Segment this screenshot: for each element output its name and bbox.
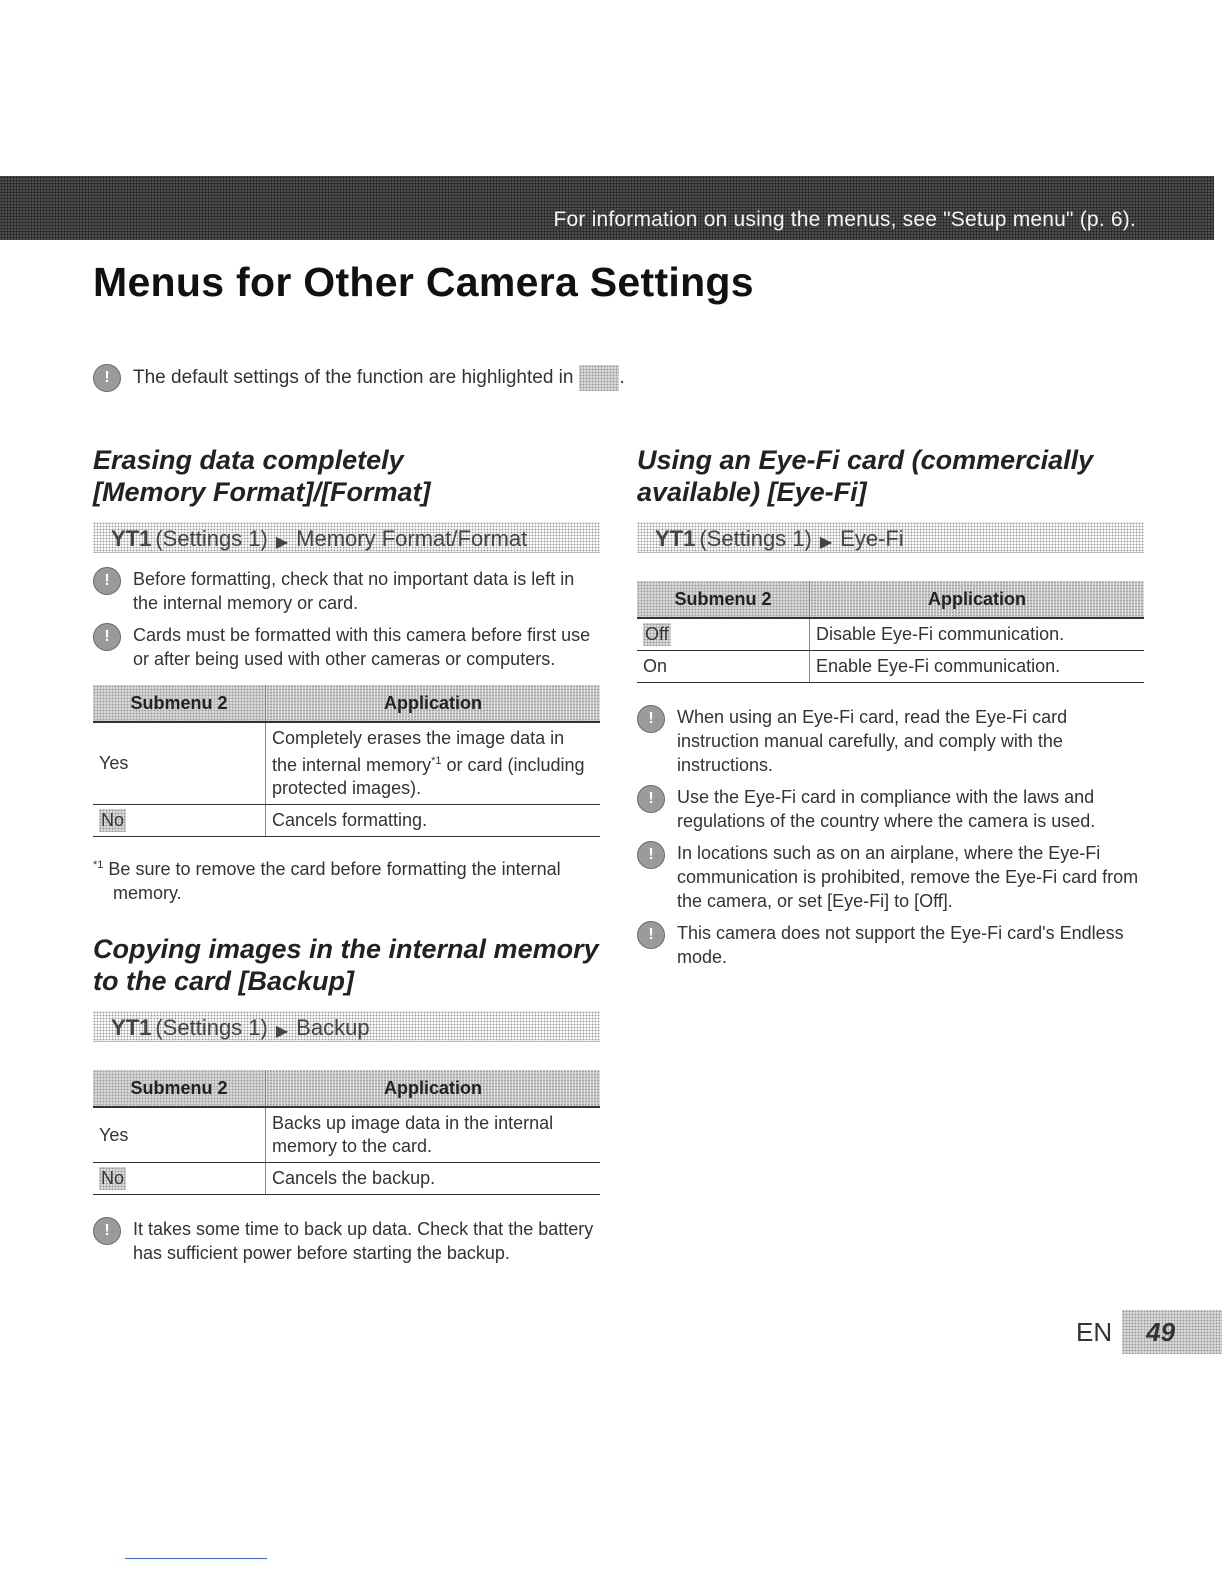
caution-icon: !	[637, 785, 665, 813]
column-header: Submenu 2	[93, 1070, 266, 1107]
default-note-text: The default settings of the function are highlighted in	[133, 367, 574, 388]
table-row: Yes Backs up image data in the internal memory to the card.	[93, 1107, 600, 1163]
left-column	[93, 444, 600, 1273]
list-item: ! In locations such as on an airplane, where the Eye-Fi communication is prohibited, remove the Eye-Fi card from the camera, or set [Eye-Fi] to [Off].	[637, 841, 1144, 913]
list-item: ! This camera does not support the Eye-Fi card's Endless mode.	[637, 921, 1144, 969]
settings-icon: YT1	[111, 526, 152, 551]
footnote: $^{*1}$ Be sure to remove the card before formatting the internal memory.	[93, 859, 561, 903]
default-settings-note: ! The default settings of the function are highlighted in .	[93, 364, 625, 392]
caution-icon: !	[93, 567, 121, 595]
banner-text: For information on using the menus, see "Setup menu" (p. 6).	[553, 208, 1136, 231]
column-header: Application	[266, 685, 601, 722]
table-row: No Cancels the backup.	[93, 1163, 600, 1195]
notes-list	[637, 705, 1144, 969]
caution-icon: !	[93, 1217, 121, 1245]
settings-icon: YT1	[111, 1015, 152, 1040]
section-erase	[93, 444, 600, 905]
menu-path: YT1 (Settings 1) ▶ Backup	[93, 1011, 600, 1042]
section-eyefi	[637, 444, 1144, 969]
section-title: Copying images in the internal memory to the card [Backup]	[93, 934, 599, 996]
divider	[125, 1558, 267, 1559]
submenu-table	[93, 685, 600, 837]
arrow-right-icon: ▶	[819, 534, 833, 551]
list-item: ! Use the Eye-Fi card in compliance with the laws and regulations of the country where the camera is used.	[637, 785, 1144, 833]
notes-list	[93, 567, 600, 671]
menu-path: YT1 (Settings 1) ▶ Eye-Fi	[637, 522, 1144, 553]
page-title: Menus for Other Camera Settings	[93, 259, 754, 305]
default-highlight: Off	[645, 624, 669, 644]
caution-icon: !	[93, 623, 121, 651]
section-backup	[93, 933, 600, 1265]
settings-icon: YT1	[655, 526, 696, 551]
column-header: Application	[810, 581, 1145, 618]
caution-icon: !	[93, 364, 121, 392]
column-header: Submenu 2	[93, 685, 266, 722]
highlight-swatch	[579, 365, 619, 391]
table-row: No Cancels formatting.	[93, 805, 600, 837]
caution-icon: !	[637, 921, 665, 949]
table-row: On Enable Eye-Fi communication.	[637, 651, 1144, 683]
caution-icon: !	[637, 705, 665, 733]
notes-list	[93, 1217, 600, 1265]
column-header: Application	[266, 1070, 601, 1107]
arrow-right-icon: ▶	[275, 1023, 289, 1040]
submenu-table	[93, 1070, 600, 1195]
list-item: ! When using an Eye-Fi card, read the Eye-Fi card instruction manual carefully, and comply with the instructions.	[637, 705, 1144, 777]
table-row: Yes Completely erases the image data in the internal memory$^{*1}$ or card (including protected images).	[93, 722, 600, 805]
language-label: EN	[1076, 1316, 1113, 1347]
column-header: Submenu 2	[637, 581, 810, 618]
header-banner	[0, 176, 1214, 240]
page-number-value: 49	[1122, 1310, 1222, 1354]
right-column	[637, 444, 1144, 977]
menu-path: YT1 (Settings 1) ▶ Memory Format/Format	[93, 522, 600, 553]
page-number	[1076, 1310, 1222, 1354]
list-item: ! Before formatting, check that no important data is left in the internal memory or card.	[93, 567, 600, 615]
submenu-table	[637, 581, 1144, 683]
list-item: ! Cards must be formatted with this camera before first use or after being used with other cameras or computers.	[93, 623, 600, 671]
arrow-right-icon: ▶	[275, 534, 289, 551]
section-title: Using an Eye-Fi card (commercially available) [Eye-Fi]	[637, 445, 1094, 507]
table-row: Off Disable Eye-Fi communication.	[637, 618, 1144, 651]
section-title: Erasing data completely [Memory Format]/[Format]	[93, 445, 431, 507]
default-highlight: No	[101, 810, 125, 830]
default-highlight: No	[101, 1168, 125, 1188]
list-item: ! It takes some time to back up data. Check that the battery has sufficient power before starting the backup.	[93, 1217, 600, 1265]
caution-icon: !	[637, 841, 665, 869]
